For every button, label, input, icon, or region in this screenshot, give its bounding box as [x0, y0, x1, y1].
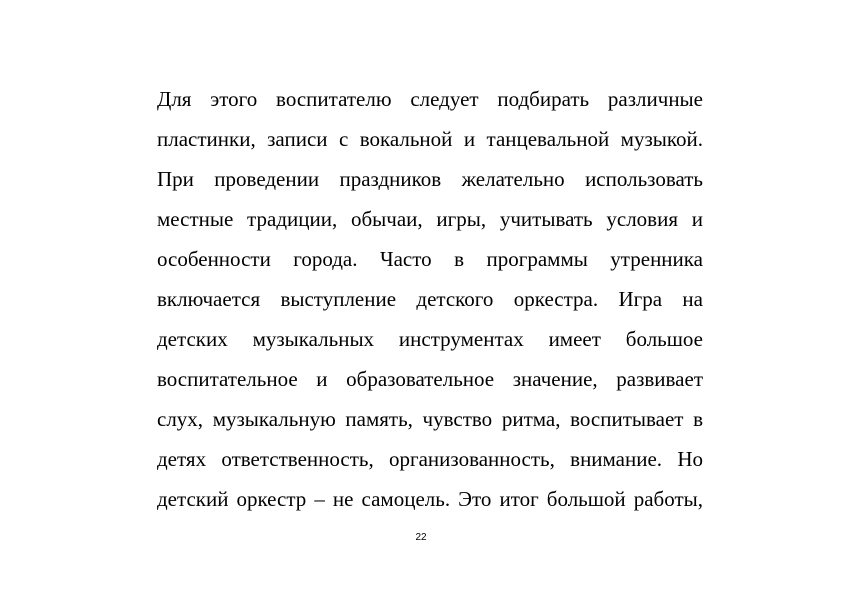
text-line: При проведении праздников желательно использовать — [157, 167, 703, 191]
body-text — [157, 84, 703, 524]
text-line: детский оркестр – не самоцель. Это итог большой работы, — [157, 487, 703, 511]
text-line: особенности города. Часто в программы утренника — [157, 247, 703, 271]
text-line: детских музыкальных инструментах имеет большое — [157, 327, 703, 351]
text-line: местные традиции, обычаи, игры, учитывать условия и — [157, 207, 703, 231]
text-line: воспитательное и образовательное значение, развивает — [157, 367, 703, 391]
text-line: Для этого воспитателю следует подбирать различные — [157, 87, 703, 111]
text-line: слух, музыкальную память, чувство ритма, воспитывает в — [157, 407, 703, 431]
text-line: включается выступление детского оркестра. Игра на — [157, 287, 703, 311]
text-line: детях ответственность, организованность, внимание. Но — [157, 447, 703, 471]
text-line: пластинки, записи с вокальной и танцевальной музыкой. — [157, 127, 703, 151]
page-number: 22 — [415, 532, 427, 543]
